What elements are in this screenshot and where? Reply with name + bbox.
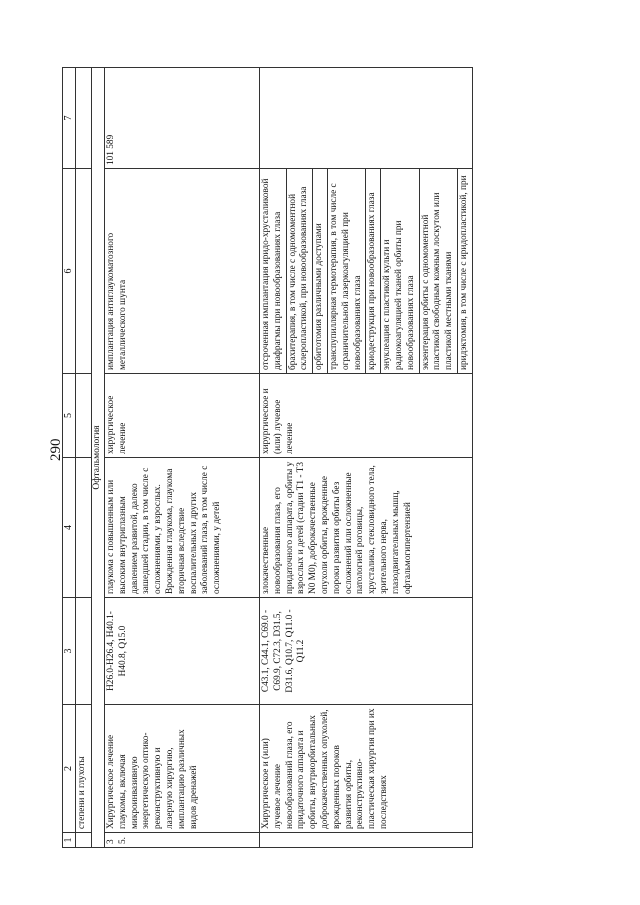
section-row	[92, 68, 105, 848]
column-number: 2	[63, 705, 76, 833]
cell	[76, 68, 92, 169]
section-title: Офтальмология	[92, 68, 105, 848]
diagnosis-codes: C43.1, C44.1, C69.0 - C69.9, C72.3, D31.5, D31.6, Q10.7, Q11.0 - Q11.2	[260, 598, 473, 705]
column-number: 7	[63, 68, 76, 169]
treatment-type: хирургическое и (или) лучевое лечение	[260, 374, 473, 458]
continued-text: степени и глухоты	[76, 705, 92, 833]
row-number	[260, 833, 473, 848]
treatment-method: орбитотомия различными доступами	[313, 169, 328, 373]
treatment-method: отсроченная имплантация иридо-хрусталиковой диафрагмы при новообразованиях глаза	[260, 169, 287, 373]
patient-model: злокачественные новообразования глаза, его придаточного аппарата, орбиты у взрослых и детей (стадии T1 - T3 N0 M0), доброкачественные опухоли орбиты, врожденные пороки развития орбиты без осложнений или осложненные патологией роговицы, хрусталика, стекловидного тела, зрительного нерва, глазодвигательных мышц, офтальмогипертензией	[260, 458, 473, 598]
column-number: 1	[63, 833, 76, 848]
column-number: 4	[63, 458, 76, 598]
cost	[260, 68, 473, 169]
treatment-method: энуклеация с пластикой культи и радиокоагуляцией тканей орбиты при новообразованиях глаза	[381, 169, 419, 373]
procedures-table	[62, 67, 473, 848]
treatment-method: транспупиллярная термотерапия, в том числе с ограничительной лазеркоагуляцией при новообразованиях глаза	[328, 169, 366, 373]
procedure-name: Хирургическое лечение глаукомы, включая микроинвазивную энергетическую оптико-реконструктивную и лазерную хирургию, имплантацию различных видов дренажей	[105, 705, 260, 833]
column-number: 6	[63, 169, 76, 374]
treatment-methods	[260, 169, 473, 374]
table-row	[105, 68, 260, 848]
row-number: 35.	[105, 833, 260, 848]
patient-model: глаукома с повышенным или высоким внутриглазным давлением развитой, далеко зашедшей стадии, в том числе с осложнениями, у взрослых. Врожденная глаукома, глаукома вторичная вследствие воспалительных и других заболеваний глаза, в том числе с осложнениями, у детей	[105, 458, 260, 598]
column-number: 5	[63, 374, 76, 458]
continued-row	[76, 68, 92, 848]
cell	[76, 458, 92, 598]
cost: 101 589	[105, 68, 260, 169]
table-row	[260, 68, 473, 848]
treatment-method: экзентерация орбиты с одномоментной пластикой свободным кожным лоскутом или пластикой местными тканями	[420, 169, 458, 373]
page-number: 290	[48, 438, 64, 461]
treatment-method: имплантация антиглаукоматозного металлического шунта	[105, 169, 260, 374]
diagnosis-codes: H26.0-H26.4, H40.1-H40.8, Q15.0	[105, 598, 260, 705]
column-number: 3	[63, 598, 76, 705]
cell	[76, 598, 92, 705]
procedure-name: Хирургическое и (или) лучевое лечение новообразований глаза, его придаточного аппарата и орбиты, внутриорбитальных доброкачественных опухолей, врожденных пороков развития орбиты, реконструктивно-пластическая хирургия при их последствиях	[260, 705, 473, 833]
cell	[76, 169, 92, 374]
column-number-row	[63, 68, 76, 848]
rotated-page	[62, 68, 552, 848]
treatment-method: криодеструкция при новообразованиях глаза	[366, 169, 381, 373]
treatment-method: иридэктомия, в том числе с иридопластикой, при	[458, 175, 469, 370]
cell	[76, 833, 92, 848]
cell	[76, 374, 92, 458]
treatment-method: брахитерапия, в том числе с одномоментной склеропластикой, при новообразованиях глаза	[287, 169, 314, 373]
treatment-type: хирургическое лечение	[105, 374, 260, 458]
